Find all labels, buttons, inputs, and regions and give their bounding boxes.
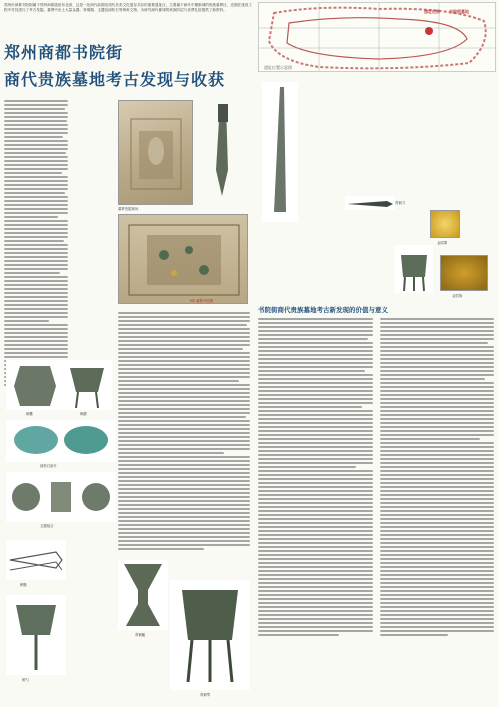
bronze-knife-image (196, 100, 248, 200)
caption-gold-foil: 金箔饰 (452, 294, 463, 298)
article-title (4, 40, 254, 90)
caption-turquoise: 绿松石嵌片 (40, 464, 57, 468)
tomb-plan (118, 214, 248, 304)
jia-drawing (170, 580, 250, 690)
bronze-jia-image (170, 580, 250, 690)
bronze-lei-image (6, 360, 64, 410)
jue-drawing (62, 360, 112, 410)
gu-drawing (118, 560, 168, 630)
ladle-image (6, 595, 66, 675)
bronze-jue-image (62, 360, 112, 410)
arrow-image (6, 540, 66, 580)
knife2-drawing (345, 197, 395, 210)
caption-gold-mask: 金面罩 (437, 241, 448, 245)
right-section-title: 书院街商代贵族墓地考古新发现的价值与意义 (258, 306, 388, 314)
site-map (258, 2, 496, 72)
caption-arrow: 铜镞 (20, 583, 27, 587)
intro-paragraph: 郑州市商都书院街属于郑州商都遗址东北部，这是一处商代前期至周代各类文化遗存共存的重要遗址区，主要属于商代中期都城的贵族墓葬区，近期在建设工程中对其进行了考古发掘。墓葬中出土大量金器、青铜器、玉器及绿松石等珍贵文物，为研究商代都城的贵族阶层与丧葬礼俗提供了新资料。 (4, 3, 252, 13)
left-text-column (4, 100, 68, 386)
map-legend: 遗址位置示意图 (264, 65, 292, 70)
caption-knife: 青铜刀 (395, 201, 406, 205)
map-label-site: 遗址范围 (424, 9, 440, 14)
gold-foil-image (440, 255, 488, 291)
caption-jade: 玉器组合 (40, 524, 54, 528)
turquoise-image (6, 420, 116, 462)
jade-drawing (6, 472, 116, 522)
caption-tomb-photo: 墓葬发掘现场 (118, 207, 139, 211)
caption-lei: 铜罍 (26, 412, 33, 416)
bronze-ding-image (395, 245, 433, 293)
bronze-knife-image-2 (345, 196, 395, 210)
title-line-2: 商代贵族墓地考古发现与收获 (4, 70, 226, 89)
ding-drawing (395, 245, 433, 293)
arrow-drawing (6, 540, 66, 580)
map-label-cemetery: 书院街墓地 (449, 9, 469, 14)
caption-ladle: 铜勺 (22, 678, 29, 682)
title-line-1: 郑州商都书院街 (4, 43, 124, 62)
turquoise-drawing (6, 420, 116, 462)
lei-drawing (6, 360, 64, 410)
gold-mask-image (430, 210, 460, 238)
ladle-drawing (6, 595, 66, 675)
artifact-column-drawing (262, 82, 298, 222)
caption-jia: 青铜斝 (200, 693, 211, 697)
caption-tomb-plan: M2 墓葬平面图 (190, 299, 214, 303)
right-text-column-2 (380, 318, 494, 636)
tomb-photo (118, 100, 193, 205)
right-text-column-1 (258, 318, 373, 636)
middle-text-column (118, 312, 250, 550)
tomb-plan-drawing (119, 215, 248, 304)
artifact-column-image (262, 82, 298, 222)
bronze-gu-image (118, 560, 168, 630)
intro-text (4, 3, 254, 14)
jade-image (6, 472, 116, 522)
tomb-photo-drawing (119, 101, 193, 205)
caption-gu: 青铜觚 (135, 633, 146, 637)
knife-drawing (196, 100, 248, 200)
caption-jue: 铜爵 (80, 412, 87, 416)
